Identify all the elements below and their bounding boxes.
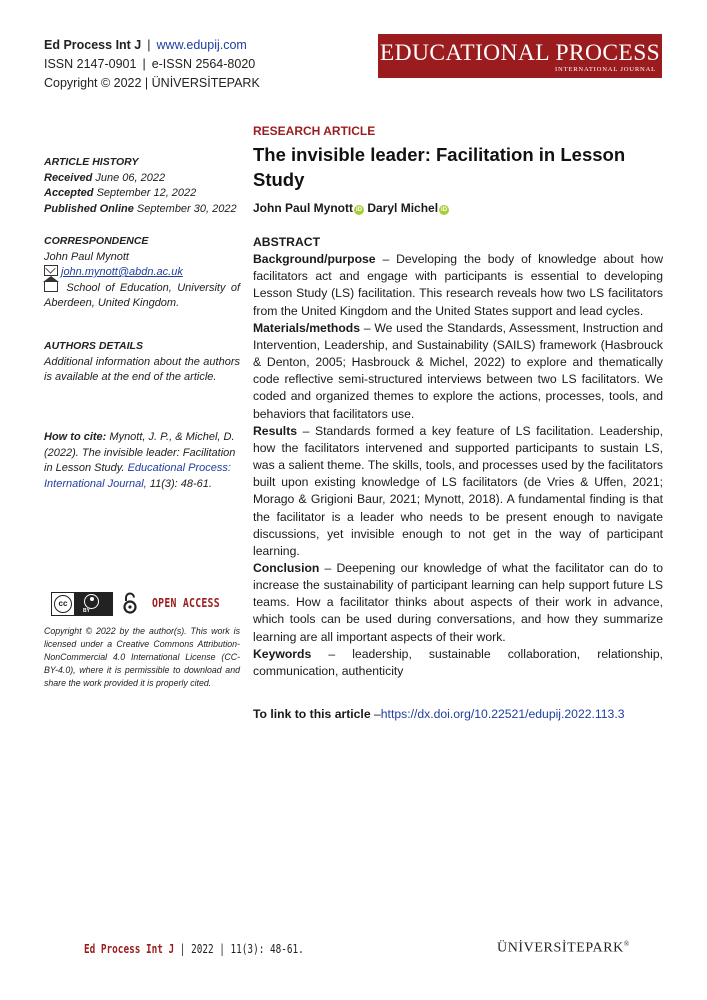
journal-website-link[interactable]: www.edupij.com: [156, 38, 247, 52]
history-heading: ARTICLE HISTORY: [44, 156, 139, 168]
open-access-lock-icon: [123, 592, 137, 614]
keywords-text: – leadership, sustainable collaboration, relationship, communication, authenticity: [253, 646, 663, 678]
how-to-cite-text: Mynott, J. P., & Michel, D. (2022). The invisible leader: Facilitation in Lesson Study.: [44, 431, 236, 474]
header-line-2: ISSN 2147-0901 | e-ISSN 2564-8020: [44, 57, 256, 71]
published-label: Published Online: [44, 202, 134, 215]
published-row: [44, 202, 240, 218]
results-label: Results: [253, 423, 298, 438]
background-label: Background/purpose: [253, 252, 376, 267]
footer-issue: | 2022 | 11(3): 48-61.: [179, 942, 304, 956]
footer-citation: [84, 942, 304, 956]
link-label: To link to this article: [253, 707, 371, 721]
how-to-cite-journal-link[interactable]: Educational Process: International Journal,: [44, 462, 231, 490]
journal-short-name: Ed Process Int J: [44, 38, 142, 52]
article-history: [44, 155, 240, 217]
methods-text: – We used the Standards, Assessment, Instruction and Intervention, Leadership, and Sustainability (SAILS) framework (Hasbrouck & Denton, 2005; Hasbrouck & Michel, 2022) to explore and thematically code reflective semi-structured interviews between two LS facilitators. We coded and organized themes to explore the actions, processes, tools, and behaviors that facilitators use.: [253, 320, 663, 421]
how-to-cite-label: How to cite:: [44, 431, 107, 443]
correspondence-block: [44, 234, 240, 312]
abstract-background: [253, 251, 663, 320]
received-date: June 06, 2022: [95, 171, 166, 184]
author-2: Daryl Michel: [367, 201, 439, 215]
correspondent-email-link[interactable]: john.mynott@abdn.ac.uk: [61, 266, 183, 278]
results-text: – Standards formed a key feature of LS facilitation. Leadership, how the facilitators intervened and supported participants to sustain LS, was a salient theme. The skills, tools, and processes used by the facilitators built upon existing knowledge of LS facilitators (de Vries & Uffen, 2021; Morago & Grigioni Baur, 2021; Mynott, 2018). A fundamental finding is that the facilitator is a leader who needs to be present enough to navigate discussions, yet invisible enough to not get in the way of participant learning.: [253, 423, 663, 558]
doi-link[interactable]: https://dx.doi.org/10.22521/edupij.2022.113.3: [380, 707, 625, 721]
article-link-line: [253, 707, 663, 721]
accepted-label: Accepted: [44, 187, 94, 199]
header-copyright: Copyright © 2022 | ÜNİVERSİTEPARK: [44, 76, 260, 90]
email-row: [44, 265, 240, 281]
publisher-logo: [497, 940, 630, 957]
authors-details-heading: AUTHORS DETAILS: [44, 340, 143, 352]
authors-details-block: [44, 339, 240, 386]
received-label: Received: [44, 171, 93, 184]
footer-journal: Ed Process Int J: [84, 942, 175, 956]
address-row: [44, 281, 240, 312]
by-label: BY: [83, 608, 90, 614]
publisher-name: ÜNİVERSİTEPARK: [497, 940, 624, 956]
abstract-conclusion: [253, 560, 663, 646]
correspondent-name: John Paul Mynott: [44, 250, 129, 263]
authors-details-text: Additional information about the authors is available at the end of the article.: [44, 355, 240, 383]
envelope-icon: [44, 265, 58, 276]
banner-subtitle: INTERNATIONAL JOURNAL: [555, 66, 656, 73]
accepted-date: September 12, 2022: [96, 187, 197, 199]
link-dash: –: [370, 707, 381, 721]
by-icon: [74, 593, 112, 615]
background-text: – Developing the body of knowledge about how facilitators act and engage with participants is essential to developing Lesson Study (LS) facilitation. This research reveals how two LS facilitators from the United Kingdom and the United States support and lead cycles.: [253, 252, 663, 318]
home-icon: [44, 281, 58, 292]
journal-header: [44, 36, 260, 93]
correspondence-heading: CORRESPONDENCE: [44, 235, 149, 247]
published-date: September 30, 2022: [136, 202, 237, 215]
orcid-icon[interactable]: iD: [441, 207, 448, 213]
issn: ISSN 2147-0901: [44, 57, 137, 71]
received-row: [44, 171, 240, 187]
accepted-row: [44, 186, 240, 202]
conclusion-text: – Deepening our knowledge of what the facilitator can do to increase the sustainability of participant learning can help support future LS teams. How a facilitator thinks about aspects of their work in advance, which tools can be used during conversations, and how they summarize learning are all important aspects of their work.: [253, 560, 663, 644]
conclusion-label: Conclusion: [253, 560, 320, 575]
author-1: John Paul Mynott: [253, 201, 353, 215]
keywords-label: Keywords: [253, 646, 312, 661]
article-title: The invisible leader: Facilitation in Lesson Study: [253, 144, 626, 190]
header-line-1: Ed Process Int J | www.edupij.com: [44, 38, 247, 52]
article-type: RESEARCH ARTICLE: [253, 124, 376, 138]
banner-title: EDUCATIONAL PROCESS: [379, 40, 661, 66]
abstract-results: [253, 423, 663, 560]
abstract-methods: [253, 320, 663, 423]
copyright-notice: Copyright © 2022 by the author(s). This work is licensed under a Creative Commons Attribution-NonCommercial 4.0 International License (CC-BY-4.0), where it is permissible to download and share the work provided it is properly cited.: [44, 626, 240, 688]
cc-icon: [52, 593, 74, 615]
registered-mark: ®: [623, 940, 630, 948]
author-list: [253, 201, 663, 215]
orcid-icon[interactable]: iD: [356, 207, 362, 213]
person-icon: [84, 594, 99, 609]
methods-label: Materials/methods: [253, 320, 361, 335]
abstract: [253, 234, 663, 680]
cc-by-license-badge[interactable]: [51, 592, 113, 616]
journal-banner-logo: [378, 34, 662, 78]
abstract-heading: ABSTRACT: [253, 235, 321, 249]
open-access-label: OPEN ACCESS: [152, 596, 220, 610]
how-to-cite-block: [44, 430, 240, 492]
abstract-keywords: [253, 646, 663, 680]
eissn: e-ISSN 2564-8020: [151, 57, 256, 71]
how-to-cite-volume: 11(3): 48-61.: [149, 477, 212, 490]
correspondent-address: School of Education, University of Aberdeen, United Kingdom.: [44, 281, 240, 309]
